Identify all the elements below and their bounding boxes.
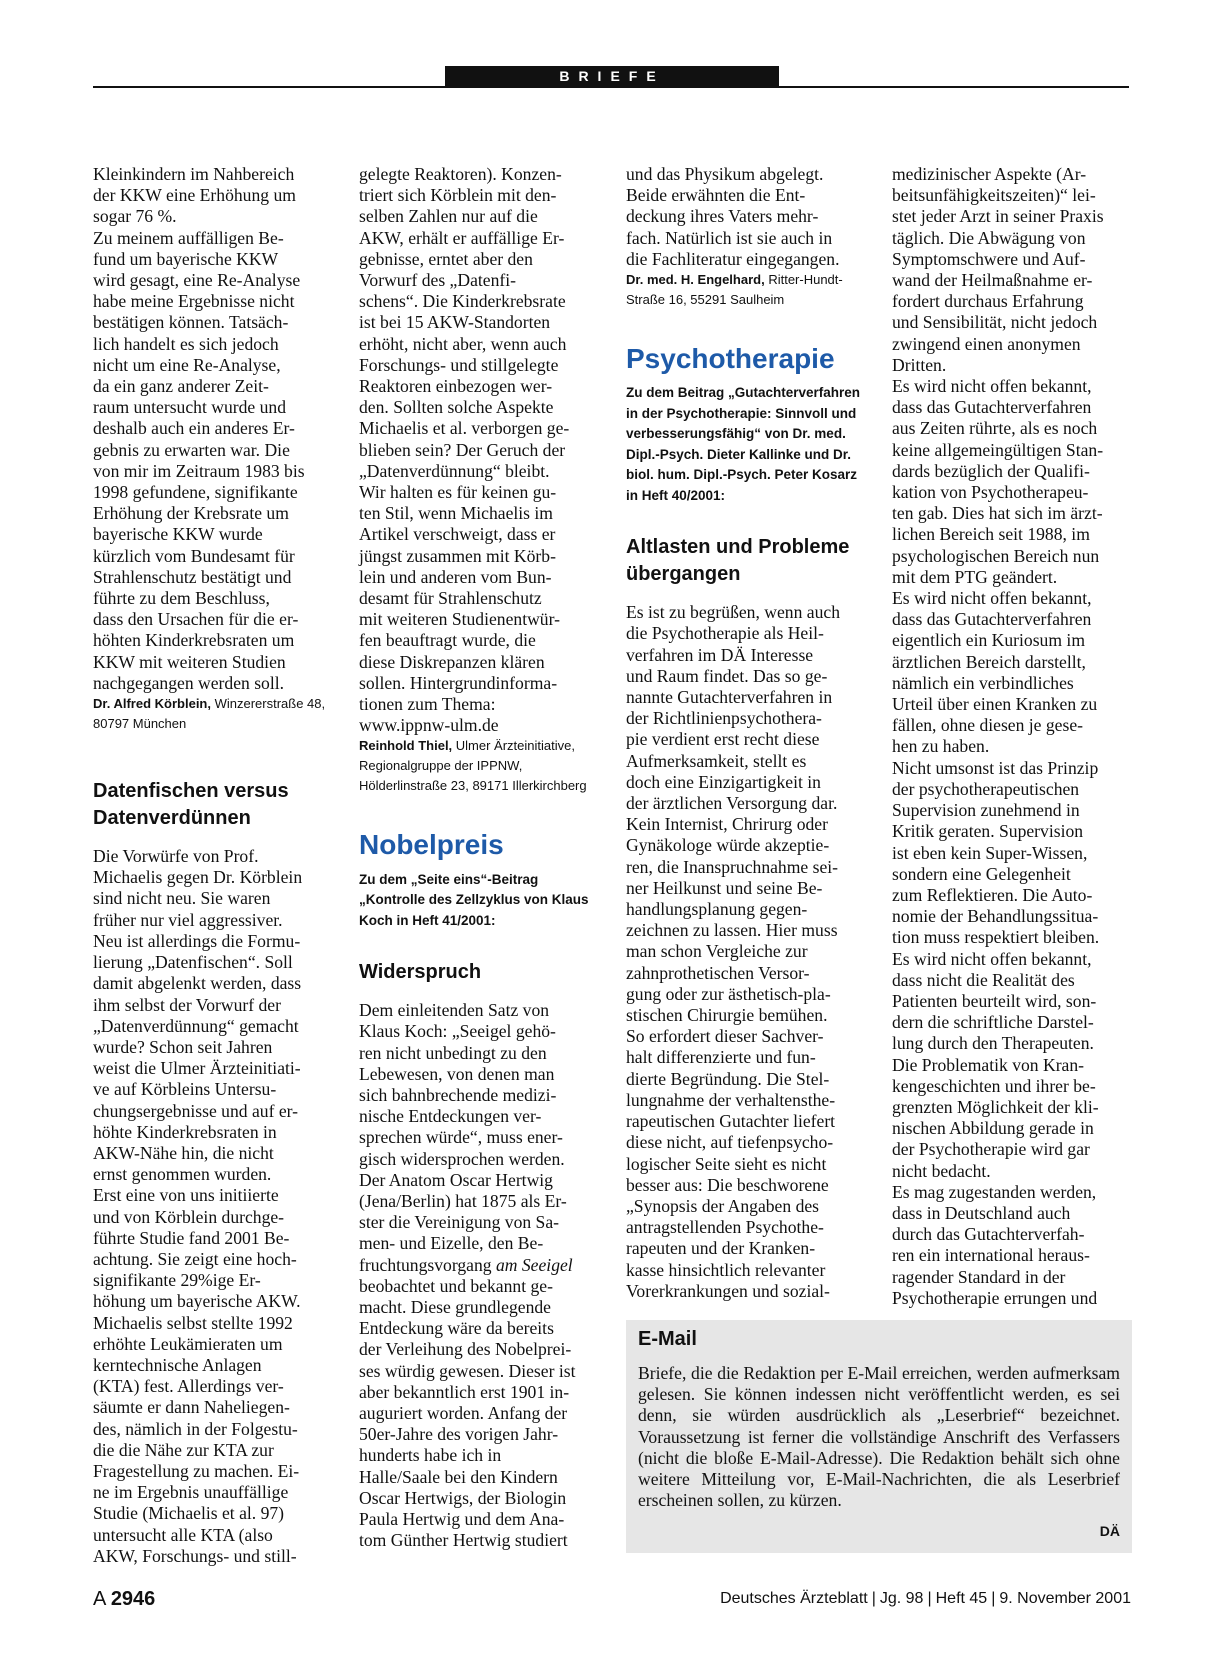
text-line: macht. Diese grundlegende (359, 1297, 551, 1318)
text-line: deshalb auch ein anderes Er- (93, 418, 295, 439)
text-line: dass den Ursachen für die er- (93, 609, 299, 630)
text-line: Klaus Koch: „Seeigel gehö- (359, 1021, 556, 1042)
text-line: kasse hinsichtlich relevanter (626, 1259, 826, 1280)
text-line: bayerische KKW wurde (93, 524, 263, 545)
text-line: der Verleihung des Nobelprei- (359, 1339, 572, 1360)
text-line: ragender Standard in der (892, 1266, 1066, 1287)
text-line: der ärztlichen Versorgung dar. (626, 793, 838, 814)
letter-text (892, 164, 1132, 1309)
letter-heading: Widerspruch (359, 961, 482, 984)
text-line: ten Stil, wenn Michaelis im (359, 503, 553, 524)
text-line: Entdeckung wäre da bereits (359, 1318, 554, 1339)
email-box-title: E-Mail (638, 1328, 697, 1350)
text-line: KKW mit weiteren Studien (93, 651, 286, 672)
text-line: eigentlich ein Kuriosum im (892, 630, 1086, 651)
text-line: AKW-Nähe hin, die nicht (93, 1142, 274, 1163)
text-line: nannte Gutachterverfahren in (626, 687, 833, 708)
text-line: Patienten beurteilt wird, son- (892, 990, 1097, 1011)
text-line: fruchtungsvorgang am Seeigel (359, 1254, 573, 1275)
email-box-text: Briefe, die die Redaktion per E-Mail erreichen, werden aufmerksam gelesen. Sie können indessen nicht veröffentlicht werden, es sei denn, sie würden ausdrücklich als „Leserbrief“ bezeichnet. Voraussetzung ist ferner die vollständige Anschrift des Verfassers (nicht die bloße E-Mail-Adresse). Die Redaktion behält sich ohne weitere Mitteilung vor, E-Mail-Nachrichten, die als Leserbrief erscheinen sollen, zu kürzen. (638, 1363, 1120, 1511)
text-line: pie verdient erst recht diese (626, 729, 820, 750)
text-line: nicht bedacht. (892, 1160, 991, 1181)
author-address: Ritter-Hundt-Straße 16, 55291 Saulheim (626, 272, 843, 308)
text-line: Der Anatom Oscar Hertwig (359, 1169, 553, 1190)
text-line: gisch widersprochen werden. (359, 1148, 565, 1169)
text-line: Vorwurf des „Datenfi- (359, 270, 516, 291)
text-line: schens“. Die Kinderkrebsrate (359, 291, 566, 312)
text-line: desamt für Strahlenschutz (359, 588, 542, 609)
text-line: Dem einleitenden Satz von (359, 1000, 550, 1021)
text-line: „Datenverdünnung“ gemacht (93, 1015, 299, 1036)
text-line: doch eine Einzigartigkeit in (626, 771, 821, 792)
text-line: beobachtet und bekannt ge- (359, 1275, 553, 1296)
text-line: nachgegangen werden soll. (93, 672, 285, 693)
text-line: der Psychotherapie wird gar (892, 1139, 1090, 1160)
text-line: Zu meinem auffälligen Be- (93, 227, 284, 248)
text-line: dierte Begründung. Die Stel- (626, 1068, 830, 1089)
text-line: So erfordert dieser Sachver- (626, 1026, 824, 1047)
text-line: Kritik geraten. Supervision (892, 821, 1084, 842)
text-line: beitsunfähigkeitszeiten)“ lei- (892, 185, 1096, 206)
text-line: man schon Vergleiche zur (626, 941, 808, 962)
journal-name: Deutsches Ärzteblatt (720, 1590, 868, 1607)
text-line: Es wird nicht offen bekannt, (892, 376, 1092, 397)
topic-intro: Zu dem Beitrag „Gutachterverfahren in der Psychotherapie: Sinnvoll und verbesserungsfähig“ von Dr. med. Dipl.-Psych. Dieter Kallinke und Dr. biol. hum. Dipl.-Psych. Peter Kosarz in Heft 40/2001: (626, 385, 861, 503)
text-line: die die Nähe zur KTA zur (93, 1439, 274, 1460)
text-line: untersucht alle KTA (also (93, 1524, 273, 1545)
text-line: lein und anderen vom Bun- (359, 566, 552, 587)
text-line: rapeutischen Gutachter liefert (626, 1111, 836, 1132)
text-line: Vorerkrankungen und sozial- (626, 1280, 830, 1301)
text-line: gebnis zu erwarten war. Die (93, 439, 290, 460)
text-line: Studie (Michaelis et al. 97) (93, 1503, 285, 1524)
text-line: Es wird nicht offen bekannt, (892, 948, 1092, 969)
text-line: weist die Ulmer Ärzteinitiati- (93, 1058, 301, 1079)
text-line: früher nur viel aggressiver. (93, 909, 283, 930)
text-line: Die Problematik von Kran- (892, 1054, 1085, 1075)
text-line: und Raum findet. Das so ge- (626, 665, 828, 686)
text-line: halt differenzierte und fun- (626, 1047, 816, 1068)
letter-text (359, 1000, 599, 1254)
text-line: 50er-Jahre des vorigen Jahr- (359, 1424, 559, 1445)
column-1 (93, 164, 333, 1567)
text-line: besser aus: Die beschworene (626, 1174, 829, 1195)
text-line: Reaktoren einbezogen wer- (359, 376, 553, 397)
text-line: zahnprothetischen Versor- (626, 962, 810, 983)
text-line: Symptomschwere und Auf- (892, 248, 1086, 269)
column-3 (626, 164, 866, 1302)
text-line: Es ist zu begrüßen, wenn auch (626, 602, 840, 623)
text-line: Forschungs- und stillgelegte (359, 354, 559, 375)
text-line: Nicht umsonst ist das Prinzip (892, 757, 1099, 778)
text-line: Halle/Saale bei den Kindern (359, 1466, 558, 1487)
letter-heading: Datenfischen versus Datenverdünnen (93, 780, 289, 830)
topic-heading: Psychotherapie (626, 343, 835, 375)
text-line: wird gesagt, eine Re-Analyse (93, 270, 301, 291)
text-line: Kein Internist, Chrirurg oder (626, 814, 828, 835)
text-line: fund um bayerische KKW (93, 248, 279, 269)
text-line: fen beauftragt wurde, die (359, 630, 536, 651)
text-line: dass nicht die Realität des (892, 969, 1075, 990)
text-line: Es mag zugestanden werden, (892, 1181, 1097, 1202)
text-line: habe meine Ergebnisse nicht (93, 291, 295, 312)
text-line: sondern eine Gelegenheit (892, 863, 1071, 884)
letter-text (93, 164, 333, 694)
text-line: ten gab. Dies hat sich im ärzt- (892, 503, 1103, 524)
text-line: Wir halten es für keinen gu- (359, 482, 557, 503)
text-line: kation von Psychotherapeu- (892, 482, 1089, 503)
text-line: nämlich ein verbindliches (892, 672, 1074, 693)
text-line: diese nicht, auf tiefenpsycho- (626, 1132, 834, 1153)
column-4 (892, 164, 1132, 1309)
text-line: Strahlenschutz bestätigt und (93, 566, 292, 587)
text-line: logischer Seite sieht es nicht (626, 1153, 827, 1174)
text-line: wurde? Schon seit Jahren (93, 1036, 273, 1057)
text-line: Oscar Hertwigs, der Biologin (359, 1487, 567, 1508)
journal-volume: Jg. 98 (879, 1590, 924, 1607)
text-line: Supervision zunehmend in (892, 800, 1080, 821)
text-line: ist eben kein Super-Wissen, (892, 842, 1088, 863)
text-line: sich bahnbrechende medizi- (359, 1085, 557, 1105)
text-line: jüngst zusammen mit Körb- (359, 545, 556, 566)
column-2 (359, 164, 599, 1551)
letter-signature (359, 736, 599, 796)
text-line: ernst genommen wurden. (93, 1164, 272, 1185)
text-line: stet jeder Arzt in seiner Praxis (892, 206, 1104, 227)
text-line: sollen. Hintergrundinforma- (359, 672, 558, 693)
text-line: auguriert worden. Anfang der (359, 1403, 568, 1424)
text-line: dass in Deutschland auch (892, 1202, 1071, 1223)
letter-heading: Altlasten und Probleme übergangen (626, 536, 850, 586)
text-line: gebnisse, erntet aber den (359, 248, 533, 269)
topic-intro: Zu dem „Seite eins“-Beitrag „Kontrolle des Zellzyklus von Klaus Koch in Heft 41/2001: (359, 871, 589, 928)
text-line: durch das Gutachterverfah- (892, 1224, 1085, 1245)
text-line: kengeschichten und ihrer be- (892, 1075, 1096, 1096)
text-line: erhöhte Leukämieraten um (93, 1333, 283, 1354)
topic-heading: Nobelpreis (359, 829, 504, 861)
text-line: Kleinkindern im Nahbereich (93, 164, 295, 184)
text-line: dards bezüglich der Qualifi- (892, 460, 1090, 481)
text-line: damit abgelenkt werden, dass (93, 973, 302, 994)
text-line: Michaelis selbst stellte 1992 (93, 1312, 293, 1333)
text-line: gelegte Reaktoren). Konzen- (359, 164, 562, 184)
text-line: zeichnen zu lassen. Hier muss (626, 920, 838, 941)
text-line: Beide erwähnten die Ent- (626, 185, 806, 206)
text-line: ihm selbst der Vorwurf der (93, 994, 281, 1015)
text-line: Gynäkologe würde akzeptie- (626, 835, 830, 856)
letter-signature (626, 270, 866, 310)
section-header: BRIEFE (445, 66, 779, 87)
text-line: Fragestellung zu machen. Ei- (93, 1460, 300, 1481)
text-line: höhung um bayerische AKW. (93, 1291, 301, 1312)
text-line: Psychotherapie errungen und (892, 1287, 1098, 1308)
text-line: der KKW eine Erhöhung um (93, 185, 296, 206)
text-line: säumte er dann Naheliegen- (93, 1397, 290, 1418)
text-line: ist bei 15 AKW-Standorten (359, 312, 551, 333)
text-line: fach. Natürlich ist sie auch in (626, 227, 833, 248)
text-line: stischen Chirurgie bemühen. (626, 1005, 828, 1026)
text-line: dass das Gutachterverfahren (892, 397, 1092, 418)
text-line: nische Entdeckungen ver- (359, 1106, 542, 1127)
text-line: sogar 76 %. (93, 206, 177, 227)
text-line: ne im Ergebnis unauffällige (93, 1482, 289, 1503)
text-line: Erst eine von uns initiierte (93, 1185, 279, 1206)
text-line: bestätigen können. Tatsäch- (93, 312, 289, 333)
text-line: keine allgemeingültigen Stan- (892, 439, 1104, 460)
text-line: Neu ist allerdings die Formu- (93, 930, 301, 951)
text-line: ses würdig gewesen. Dieser ist (359, 1360, 576, 1381)
text-line: 1998 gefundene, signifikante (93, 482, 298, 503)
text-line: mit dem PTG geändert. (892, 566, 1058, 587)
text-line: fordert durchaus Erfahrung (892, 291, 1084, 312)
text-line: AKW, Forschungs- und still- (93, 1545, 297, 1566)
text-line: blieben sein? Der Geruch der (359, 439, 566, 460)
text-line: psychologischen Bereich nun (892, 545, 1100, 566)
letter-text (93, 846, 333, 1567)
text-line: Artikel verschweigt, dass er (359, 524, 556, 545)
text-line: zum Reflektieren. Die Auto- (892, 884, 1093, 905)
text-line: von mir im Zeitraum 1983 bis (93, 460, 305, 481)
text-line: den. Sollten solche Aspekte (359, 397, 554, 418)
text-line: Es wird nicht offen bekannt, (892, 588, 1092, 609)
text-line: aus Zeiten rührte, als es noch (892, 418, 1098, 439)
journal-date: 9. November 2001 (999, 1590, 1131, 1607)
text-line: dern die schriftliche Darstel- (892, 1012, 1094, 1033)
text-line: nischen Abbildung gerade in (892, 1118, 1094, 1139)
email-info-box (626, 1320, 1132, 1553)
text-line: sprechen würde“, muss ener- (359, 1127, 563, 1148)
text-line: antragstellenden Psychothe- (626, 1217, 824, 1238)
text-line: und das Physikum abgelegt. (626, 164, 824, 184)
text-line: ster die Vereinigung von Sa- (359, 1212, 560, 1233)
text-line: nicht um eine Re-Analyse, (93, 354, 281, 375)
text-line: erhöht, nicht aber, wenn auch (359, 333, 567, 354)
text-line: und von Körblein durchge- (93, 1206, 285, 1227)
text-line: lung durch den Therapeuten. (892, 1033, 1094, 1054)
text-line: Aufmerksamkeit, stellt es (626, 750, 807, 771)
text-line: grenzten Möglichkeit der kli- (892, 1096, 1099, 1117)
text-line: rapeuten und der Kranken- (626, 1238, 816, 1259)
author-name: Dr. Alfred Körblein, (93, 696, 211, 712)
text-line: „Datenverdünnung“ bleibt. (359, 460, 550, 481)
text-line: ärztlichen Bereich darstellt, (892, 651, 1086, 672)
text-line: zwingend einen anonymen (892, 333, 1081, 354)
text-line: kürzlich vom Bundesamt für (93, 545, 295, 566)
text-line: tion muss respektiert bleiben. (892, 927, 1100, 948)
text-line: ner Heilkunst und seine Be- (626, 877, 823, 898)
letter-text (626, 164, 866, 270)
text-line: signifikante 29%ige Er- (93, 1270, 261, 1291)
text-line: die Fachliteratur eingegangen. (626, 248, 840, 269)
text-line: kerntechnische Anlagen (93, 1354, 262, 1375)
text-line: der Richtlinienpsychothera- (626, 708, 822, 729)
text-line: www.ippnw-ulm.de (359, 715, 499, 736)
journal-footer: Deutsches Ärzteblatt | Jg. 98 | Heft 45 | 9. November 2001 (720, 1590, 1131, 1607)
text-line: selben Zahlen nur auf die (359, 206, 538, 227)
text-line: führte zu dem Beschluss, (93, 588, 270, 609)
text-line: mit weiteren Studienentwür- (359, 609, 560, 630)
author-address: Winzererstraße 48, 80797 München (93, 696, 326, 732)
text-line: fällen, ohne diesen je gese- (892, 715, 1084, 736)
letter-text (359, 164, 599, 736)
author-address: Ulmer Ärzteinitiative, Regionalgruppe der IPPNW, Hölderlinstraße 23, 89171 Illerkirchberg (359, 738, 587, 794)
text-line: führte Studie fand 2001 Be- (93, 1227, 290, 1248)
text-line: da ein ganz anderer Zeit- (93, 376, 269, 397)
text-line: (KTA) fest. Allerdings ver- (93, 1376, 284, 1397)
text-line: tionen zum Thema: (359, 694, 496, 715)
text-line: des, nämlich in der Folgestu- (93, 1418, 298, 1439)
text-line: (Jena/Berlin) hat 1875 als Er- (359, 1191, 567, 1212)
text-line: triert sich Körblein mit den- (359, 185, 557, 206)
text-line: täglich. Die Abwägung von (892, 227, 1086, 248)
text-line: und Sensibilität, nicht jedoch (892, 312, 1098, 333)
text-line: Michaelis et al. verborgen ge- (359, 418, 570, 439)
text-line: ve auf Körbleins Untersu- (93, 1079, 277, 1100)
text-line: nomie der Behandlungssitua- (892, 906, 1099, 927)
text-line: Lebewesen, von denen man (359, 1063, 555, 1084)
text-line: medizinischer Aspekte (Ar- (892, 164, 1087, 184)
text-line: wand der Heilmaßnahme er- (892, 270, 1093, 291)
text-line: aber bekanntlich erst 1901 in- (359, 1381, 570, 1402)
text-line: men- und Eizelle, den Be- (359, 1233, 544, 1254)
letter-text (626, 602, 866, 1302)
text-line: Michaelis gegen Dr. Körblein (93, 867, 303, 888)
text-line: Dritten. (892, 354, 947, 375)
text-line: diese Diskrepanzen klären (359, 651, 545, 672)
text-line: Paula Hertwig und dem Ana- (359, 1509, 565, 1530)
letter-signature (93, 694, 333, 734)
text-line: lungnahme der verhaltensthe- (626, 1089, 836, 1110)
text-line: ren, die Inanspruchnahme sei- (626, 856, 839, 877)
text-line: deckung ihres Vaters mehr- (626, 206, 819, 227)
text-line: die Psychotherapie als Heil- (626, 623, 824, 644)
letter-text (359, 1276, 599, 1552)
journal-issue: Heft 45 (935, 1590, 988, 1607)
page-number: A 2946 (93, 1588, 156, 1610)
author-name: Reinhold Thiel, (359, 738, 453, 754)
text-line: achtung. Sie zeigt eine hoch- (93, 1248, 297, 1269)
text-line: höhten Kinderkrebsraten um (93, 630, 295, 651)
text-line: lierung „Datenfischen“. Soll (93, 952, 293, 973)
text-line: höhte Kinderkrebsraten in (93, 1121, 277, 1142)
text-line: AKW, erhält er auffällige Er- (359, 227, 565, 248)
text-line: raum untersucht wurde und (93, 397, 286, 418)
text-line: ren nicht unbedingt zu den (359, 1042, 547, 1063)
author-name: Dr. med. H. Engelhard, (626, 272, 765, 288)
text-line: „Synopsis der Angaben des (626, 1195, 820, 1216)
text-line: Urteil über einen Kranken zu (892, 694, 1098, 715)
text-line: sind nicht neu. Sie waren (93, 888, 271, 909)
text-line: lich handelt es sich jedoch (93, 333, 279, 354)
text-line: der psychotherapeutischen (892, 778, 1080, 799)
text-line: hen zu haben. (892, 736, 990, 757)
text-line: Erhöhung der Krebsrate um (93, 503, 289, 524)
text-line: ren ein international heraus- (892, 1245, 1090, 1266)
text-line: Die Vorwürfe von Prof. (93, 846, 259, 867)
text-line: tom Günther Hertwig studiert (359, 1530, 568, 1551)
text-line: verfahren im DÄ Interesse (626, 644, 814, 665)
email-box-sign: DÄ (1099, 1523, 1120, 1539)
text-line: lichen Bereich seit 1988, im (892, 524, 1090, 545)
text-line: chungsergebnisse und auf er- (93, 1100, 299, 1121)
text-line: gung oder zur ästhetisch-pla- (626, 983, 831, 1004)
text-line: hunderts habe ich in (359, 1445, 502, 1466)
text-line: dass das Gutachterverfahren (892, 609, 1092, 630)
text-line: handlungsplanung gegen- (626, 899, 808, 920)
